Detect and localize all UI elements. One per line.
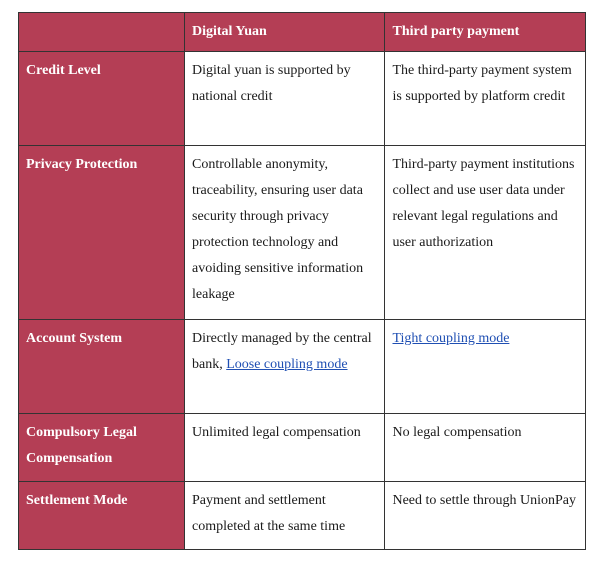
header-third-party-payment: Third party payment bbox=[385, 13, 586, 52]
header-row bbox=[19, 13, 586, 52]
loose-coupling-mode-link[interactable]: Loose coupling mode bbox=[226, 357, 348, 372]
cell-compensation-digital-yuan: Unlimited legal compensation bbox=[185, 414, 385, 482]
tight-coupling-mode-link[interactable]: Tight coupling mode bbox=[392, 331, 510, 346]
table-row-account-system bbox=[19, 320, 586, 414]
cell-privacy-third-party: Third-party payment institutions collect and use user data under relevant legal regulations and user authorization bbox=[385, 146, 586, 320]
table-row-privacy-protection bbox=[19, 146, 586, 320]
cell-settlement-digital-yuan: Payment and settlement completed at the same time bbox=[185, 482, 385, 550]
row-label-compulsory-legal-compensation: Compulsory Legal Compensation bbox=[19, 414, 185, 482]
cell-compensation-third-party: No legal compensation bbox=[385, 414, 586, 482]
row-label-privacy-protection: Privacy Protection bbox=[19, 146, 185, 320]
table-row-settlement-mode bbox=[19, 482, 586, 550]
comparison-table bbox=[18, 12, 586, 550]
account-digital-yuan-text: Directly managed by the central bank, bbox=[192, 331, 372, 372]
table-row-compulsory-legal-compensation bbox=[19, 414, 586, 482]
row-label-account-system: Account System bbox=[19, 320, 185, 414]
cell-settlement-third-party: Need to settle through UnionPay bbox=[385, 482, 586, 550]
cell-account-third-party bbox=[385, 320, 586, 414]
header-digital-yuan: Digital Yuan bbox=[185, 13, 385, 52]
row-label-credit-level: Credit Level bbox=[19, 52, 185, 146]
cell-credit-level-third-party: The third-party payment system is supported by platform credit bbox=[385, 52, 586, 146]
cell-account-digital-yuan bbox=[185, 320, 385, 414]
header-corner-cell bbox=[19, 13, 185, 52]
row-label-settlement-mode: Settlement Mode bbox=[19, 482, 185, 550]
cell-credit-level-digital-yuan: Digital yuan is supported by national credit bbox=[185, 52, 385, 146]
cell-privacy-digital-yuan: Controllable anonymity, traceability, ensuring user data security through privacy protection technology and avoiding sensitive information leakage bbox=[185, 146, 385, 320]
table-row-credit-level bbox=[19, 52, 586, 146]
